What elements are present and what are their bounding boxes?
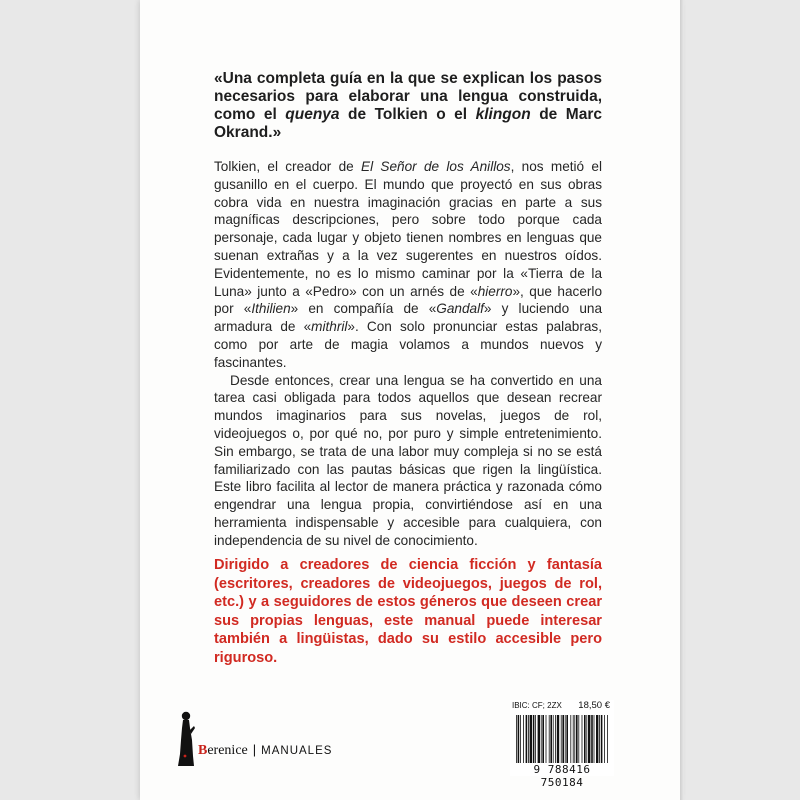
blurb-text: , nos metió el gusanillo en el cuerpo. El mundo que proyectó en sus obras cobra vida en nuestra imaginación gracias en parte a sus magníficas descripciones, pero sobre todo porque cada personaje, cada lugar y objeto tienen nombres en lenguas que suenan extrañas y a la vez sugerentes en nuestros oídos. Evidentemente, no es lo mismo caminar por la «Tierra de la Luna» junto a «Pedro» con un arnés de « [214,159,602,299]
cover-edge-shadow [680,0,684,800]
isbn-number: 9 788416 750184 [533,763,591,789]
price-tag: 18,50 € [578,700,610,711]
logo-separator: | [252,742,257,757]
blurb-text: » en compañía de « [290,301,437,317]
series-name: MANUALES [261,745,333,757]
publisher-name [198,743,248,758]
ibic-code: IBIC: CF; 2ZX [512,701,562,710]
quote-quenya: quenya [285,106,340,123]
publisher-wordmark [198,742,332,759]
blurb-text: » y luciendo una armadura de « [214,301,603,335]
blurb-paragraph-1 [214,158,602,372]
publisher-logo [176,710,346,770]
blurb-text: », que hacerlo por « [214,283,603,317]
quote-text-end: de Marc Okrand.» [214,106,602,141]
publisher-silhouette-icon [176,710,196,768]
word-hierro: hierro [477,283,513,299]
audience-statement: Dirigido a creadores de ciencia ficción y fantasía (escritores, creadores de videojuegos, juegos de rol, etc.) y a seguidores de estos géneros que deseen crear sus propias lenguas, este manual puede interesar también a lingüistas, dado su estilo accesible pero riguroso. [214,557,602,666]
book-title-italic: El Señor de los Anillos [361,159,511,174]
word-mithril: mithril [311,319,348,335]
barcode-label [510,700,614,789]
blurb-text: ». Con solo pronunciar estas palabras, como por arte de magia volamos a mundos nuevos y fascinantes. [214,319,602,370]
quote-klingon: klingon [475,106,531,123]
blurb-body [214,158,602,550]
quote-text-mid: de Tolkien o el [339,106,476,123]
barcode-bars [514,715,610,763]
blurb-paragraph-2: Desde entonces, crear una lengua se ha convertido en una tarea casi obligada para todos aquellos que desean recrear mundos imaginarios para sus novelas, juegos de rol, videojuegos o, por qué no, por puro y simple entretenimiento. Sin embargo, se trata de una labor muy compleja si no se está familiarizado con las pautas básicas que rigen la lingüística. Este libro facilita al lector de manera práctica y razonada cómo engendrar una lengua propia, convirtiéndose así en una herramienta indispensable y accesible para cualquiera, con independencia de su nivel de conocimiento. [214,372,602,548]
word-gandalf: Gandalf [436,301,484,317]
word-ithilien: Ithilien [251,301,291,317]
blurb-text: Tolkien, el creador de [214,159,362,174]
publisher-initial: B [198,743,208,758]
quote-text-start: «Una completa guía en la que se explican los pasos necesarios para elaborar una lengua construida, como el [214,70,602,123]
publisher-name-rest: erenice [207,743,248,758]
pull-quote [214,70,602,142]
